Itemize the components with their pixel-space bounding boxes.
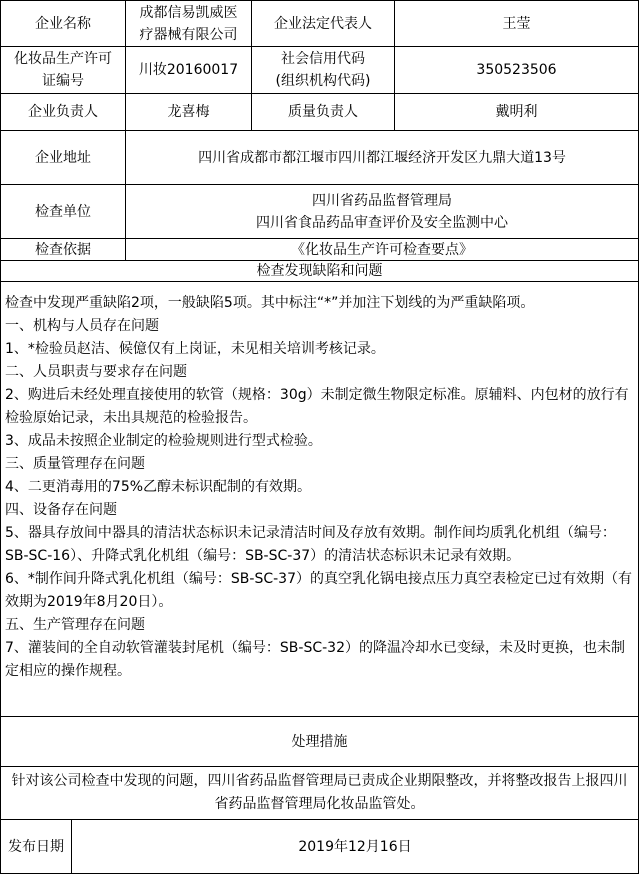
- legal-rep-label: 企业法定代表人: [251, 0, 395, 47]
- basis-label: 检查依据: [0, 238, 126, 261]
- publish-date-value: 2019年12月16日: [71, 819, 639, 874]
- manager-value: 龙喜梅: [125, 93, 252, 131]
- findings-body: [0, 281, 639, 717]
- company-name-label: 企业名称: [0, 0, 126, 47]
- credit-code-label-line2: (组织机构代码): [275, 73, 371, 89]
- findings-line: 5、器具存放间中器具的清洁状态标识未记录清洁时间及存放有效期。制作间均质乳化机组（编号：SB-SC-16）、升降式乳化机组（编号：SB-SC-37）的清洁状态标识未记录有效期。: [5, 525, 616, 564]
- license-value: 川妆20160017: [125, 46, 252, 94]
- license-label: [0, 46, 126, 94]
- findings-line: 7、灌装间的全自动软管灌装封尾机（编号：SB-SC-32）的降温冷却水已变绿，未及时更换，也未制定相应的操作规程。: [5, 640, 625, 679]
- findings-line: 一、机构与人员存在问题: [5, 318, 159, 334]
- inspector-value: [125, 184, 639, 239]
- quality-manager-label: 质量负责人: [251, 93, 395, 131]
- findings-line: 3、成品未按照企业制定的检验规则进行型式检验。: [5, 433, 322, 449]
- quality-manager-value: 戴明利: [394, 93, 639, 131]
- company-name-value: [125, 0, 252, 47]
- inspector-value-line1: 四川省药品监督管理局: [312, 192, 452, 209]
- basis-value: 《化妆品生产许可检查要点》: [125, 238, 639, 261]
- findings-line: 1、*检验员赵洁、候億仅有上岗证，未见相关培训考核记录。: [5, 341, 385, 357]
- credit-code-label: [251, 46, 395, 94]
- license-label-line1: 化妆品生产许可: [14, 51, 112, 67]
- company-name-line2: 疗器械有限公司: [139, 26, 238, 43]
- license-label-line2: 证编号: [42, 73, 84, 89]
- findings-line: 五、生产管理存在问题: [5, 617, 145, 633]
- credit-code-value: 350523506: [394, 46, 639, 94]
- findings-line: 6、*制作间升降式乳化机组（编号：SB-SC-37）的真空乳化锅电接点压力真空表检定已过有效期（有效期为2019年8月20日）。: [5, 571, 632, 610]
- findings-line: 二、人员职责与要求存在问题: [5, 364, 187, 380]
- credit-code-label-line1: 社会信用代码: [281, 51, 365, 67]
- measures-text: 针对该公司检查中发现的问题，四川省药品监督管理局已责成企业期限整改，并将整改报告上报四川省药品监督管理局化妆品监管处。: [0, 766, 639, 820]
- findings-line: 2、购进后未经处理直接使用的软管（规格：30g）未制定微生物限定标准。原辅料、内包材的放行有检验原始记录，未出具规范的检验报告。: [5, 387, 629, 426]
- findings-header: 检查发现缺陷和问题: [0, 260, 639, 282]
- findings-line: 4、二更消毒用的75%乙醇未标识配制的有效期。: [5, 479, 312, 495]
- findings-line: 三、质量管理存在问题: [5, 456, 145, 472]
- inspector-label: 检查单位: [0, 184, 126, 239]
- company-name-line1: 成都信易凯威医: [139, 4, 238, 21]
- publish-date-label: 发布日期: [0, 819, 72, 874]
- measures-header: 处理措施: [0, 716, 639, 767]
- inspector-value-line2: 四川省食品药品审查评价及安全监测中心: [256, 214, 508, 231]
- address-value: 四川省成都市都江堰市四川都江堰经济开发区九鼎大道13号: [125, 130, 639, 185]
- manager-label: 企业负责人: [0, 93, 126, 131]
- findings-line: 检查中发现严重缺陷2项，一般缺陷5项。其中标注“*”并加注下划线的为严重缺陷项。: [5, 295, 535, 311]
- address-label: 企业地址: [0, 130, 126, 185]
- legal-rep-value: 王莹: [394, 0, 639, 47]
- findings-line: 四、设备存在问题: [5, 502, 117, 518]
